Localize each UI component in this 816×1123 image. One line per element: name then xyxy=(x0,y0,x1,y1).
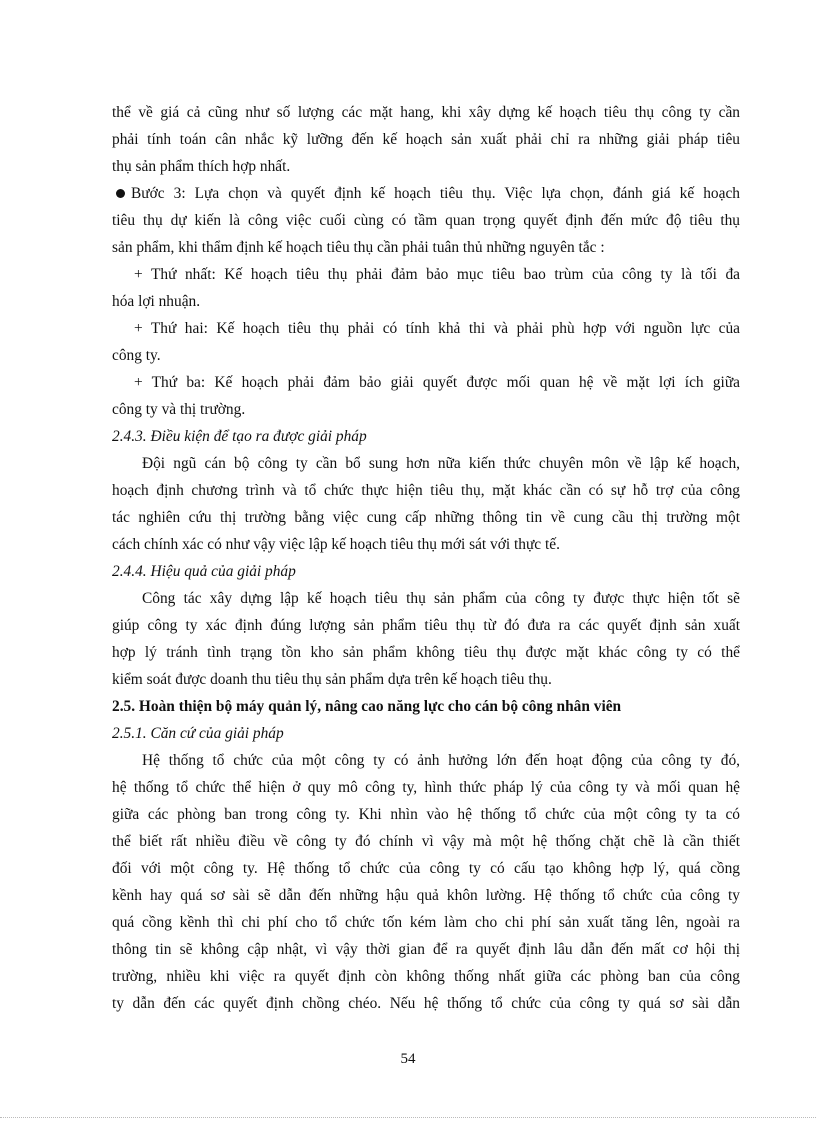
paragraph-line: thể biết rất nhiều điều về công ty đó chính vì vậy mà một hệ thống chặt chẽ là cần thiết xyxy=(112,833,740,850)
paragraph-line: hoạch định chương trình và tổ chức thực hiện tiêu thụ, mặt khác cần có sự hỗ trợ của công xyxy=(112,482,740,499)
paragraph-line: giữa các phòng ban trong công ty. Khi nhìn vào hệ thống tổ chức của một công ty ta có xyxy=(112,806,740,823)
paragraph-line: ty dẫn đến các quyết định chồng chéo. Nếu hệ thống tổ chức của công ty quá sơ sài dẫn xyxy=(112,995,740,1012)
section-heading: 2.4.3. Điều kiện để tạo ra được giải pháp xyxy=(112,428,367,445)
section-heading: 2.5.1. Căn cứ của giải pháp xyxy=(112,725,284,742)
bullet-line: sản phẩm, khi thẩm định kế hoạch tiêu thụ cần phải tuân thủ những nguyên tắc : xyxy=(112,239,605,256)
paragraph-line: công ty. xyxy=(112,347,161,364)
paragraph-line: cách chính xác có như vậy việc lập kế hoạch tiêu thụ mới sát với thực tế. xyxy=(112,536,560,553)
paragraph-line: thông tin sẽ không cập nhật, vì vậy thời gian để ra quyết định lâu dẫn đến mất cơ hội thị xyxy=(112,941,740,958)
paragraph-line: hợp lý tránh tình trạng tồn kho sản phẩm không tiêu thụ được mặt khác công ty có thể xyxy=(112,644,740,661)
section-heading: 2.4.4. Hiệu quả của giải pháp xyxy=(112,563,296,580)
paragraph-line: hóa lợi nhuận. xyxy=(112,293,201,310)
paragraph-line: + Thứ ba: Kế hoạch phải đảm bảo giải quyết được mối quan hệ về mặt lợi ích giữa xyxy=(134,374,740,391)
paragraph-line: hệ thống tổ chức thể hiện ở quy mô công ty, hình thức pháp lý của công ty và mối quan hệ xyxy=(112,779,740,796)
paragraph-line: Hệ thống tổ chức của một công ty có ảnh hưởng lớn đến hoạt động của công ty đó, xyxy=(142,752,740,769)
paragraph-line: quá cồng kềnh thì chi phí cho tổ chức tốn kém làm cho chi phí sản xuất tăng lên, ngoài ra xyxy=(112,914,740,931)
paragraph-line: công ty và thị trường. xyxy=(112,401,246,418)
paragraph-line: kềnh hay quá sơ sài sẽ dẫn đến những hậu quả khôn lường. Hệ thống tổ chức của công ty xyxy=(112,887,740,904)
paragraph-line: kiểm soát được doanh thu tiêu thụ sản phẩm dựa trên kế hoạch tiêu thụ. xyxy=(112,671,552,688)
bullet-line: tiêu thụ dự kiến là công việc cuối cùng có tầm quan trọng quyết định đến mức độ tiêu thụ xyxy=(112,212,740,229)
footer-divider xyxy=(0,1117,816,1118)
paragraph-line: tác nghiên cứu thị trường bằng việc cung cấp những thông tin về cung cầu thị trường một xyxy=(112,509,740,526)
paragraph-line: Đội ngũ cán bộ công ty cần bổ sung hơn nữa kiến thức chuyên môn về lập kế hoạch, xyxy=(142,455,740,472)
paragraph-line: + Thứ hai: Kế hoạch tiêu thụ phải có tính khả thi và phải phù hợp với nguồn lực của xyxy=(134,320,740,337)
paragraph-line: thụ sản phẩm thích hợp nhất. xyxy=(112,158,291,175)
paragraph-line: + Thứ nhất: Kế hoạch tiêu thụ phải đảm bảo mục tiêu bao trùm của công ty là tối đa xyxy=(134,266,740,283)
paragraph-line: Công tác xây dựng lập kế hoạch tiêu thụ sản phẩm của công ty được thực hiện tốt sẽ xyxy=(142,590,740,607)
section-title: 2.5. Hoàn thiện bộ máy quản lý, nâng cao năng lực cho cán bộ công nhân viên xyxy=(112,698,622,715)
document-body xyxy=(112,99,740,1017)
paragraph-line: giúp công ty xác định đúng lượng sản phẩm tiêu thụ từ đó đưa ra các quyết định sản xuất xyxy=(112,617,740,634)
paragraph-line: trường, nhiều khi việc ra quyết định còn không thống nhất giữa các phòng ban của công xyxy=(112,968,740,985)
bullet-line: Bước 3: Lựa chọn và quyết định kế hoạch tiêu thụ. Việc lựa chọn, đánh giá kế hoạch xyxy=(112,180,740,207)
paragraph-line: đối với một công ty. Hệ thống tổ chức của công ty có cấu tạo không hợp lý, quá cồng xyxy=(112,860,740,877)
page-number: 54 xyxy=(400,1051,416,1067)
bullet-icon xyxy=(116,189,125,198)
paragraph-line: thể về giá cả cũng như số lượng các mặt hang, khi xây dựng kế hoạch tiêu thụ công ty cần xyxy=(112,104,740,121)
paragraph-line: phải tính toán cân nhắc kỹ lưỡng đến kế hoạch sản xuất phải chỉ ra những giải pháp tiêu xyxy=(112,131,740,148)
